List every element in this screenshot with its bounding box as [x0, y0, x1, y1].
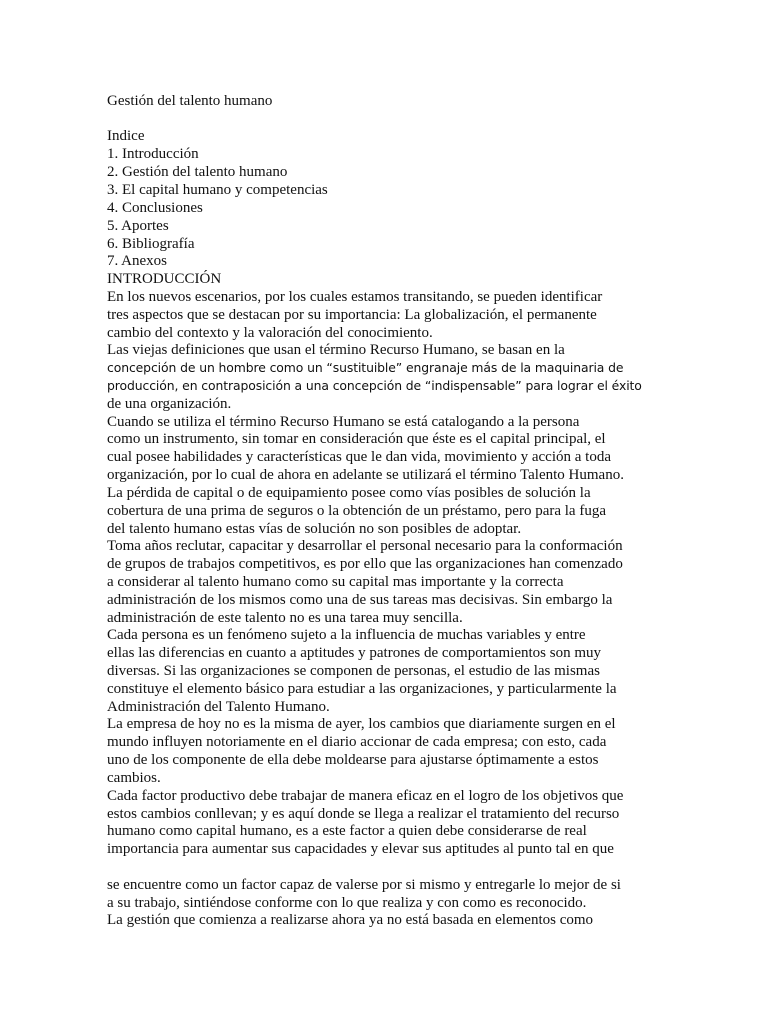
body-line: se encuentre como un factor capaz de valerse por si mismo y entregarle lo mejor de si	[107, 877, 621, 893]
index-heading: Indice	[107, 128, 145, 144]
index-item: 2. Gestión del talento humano	[107, 164, 288, 180]
body-line: ellas las diferencias en cuanto a aptitudes y patrones de comportamientos son muy	[107, 645, 602, 661]
body-line: tres aspectos que se destacan por su importancia: La globalización, el permanente	[107, 307, 597, 323]
body-line: cambios.	[107, 770, 161, 786]
body-line: a su trabajo, sintiéndose conforme con lo que realiza y con como es reconocido.	[107, 895, 587, 911]
body-line: uno de los componente de ella debe moldearse para ajustarse óptimamente a estos	[107, 752, 599, 768]
body-line: diversas. Si las organizaciones se componen de personas, el estudio de las mismas	[107, 663, 600, 679]
body-line: producción, en contraposición a una concepción de “indispensable” para lograr el éxito	[107, 378, 642, 393]
index-item: 4. Conclusiones	[107, 200, 203, 216]
index-item: 1. Introducción	[107, 146, 199, 162]
index-item: 7. Anexos	[107, 253, 167, 269]
index-item: 6. Bibliografía	[107, 236, 195, 252]
body-line: Las viejas definiciones que usan el término Recurso Humano, se basan en la	[107, 342, 565, 358]
body-line: cobertura de una prima de seguros o la obtención de un préstamo, pero para la fuga	[107, 503, 606, 519]
body-line: constituye el elemento básico para estudiar a las organizaciones, y particularmente la	[107, 681, 617, 697]
body-line: importancia para aumentar sus capacidades y elevar sus aptitudes al punto tal en que	[107, 841, 614, 857]
body-line: La pérdida de capital o de equipamiento posee como vías posibles de solución la	[107, 485, 591, 501]
body-line: Administración del Talento Humano.	[107, 699, 330, 715]
body-line: cual posee habilidades y características que le dan vida, movimiento y acción a toda	[107, 449, 611, 465]
body-line: a considerar al talento humano como su capital mas importante y la correcta	[107, 574, 564, 590]
body-line: de grupos de trabajos competitivos, es por ello que las organizaciones han comenzado	[107, 556, 623, 572]
body-line: administración de este talento no es una tarea muy sencilla.	[107, 610, 463, 626]
body-line: En los nuevos escenarios, por los cuales estamos transitando, se pueden identificar	[107, 289, 603, 305]
body-line: mundo influyen notoriamente en el diario accionar de cada empresa; con esto, cada	[107, 734, 607, 750]
body-line: estos cambios conllevan; y es aquí donde se llega a realizar el tratamiento del recurso	[107, 806, 620, 822]
body-line: La gestión que comienza a realizarse ahora ya no está basada en elementos como	[107, 912, 594, 928]
body-line: del talento humano estas vías de solución no son posibles de adoptar.	[107, 521, 522, 537]
body-line: humano como capital humano, es a este factor a quien debe considerarse de real	[107, 823, 587, 839]
section-heading: INTRODUCCIÓN	[107, 271, 222, 287]
body-line: de una organización.	[107, 396, 232, 412]
body-line: organización, por lo cual de ahora en adelante se utilizará el término Talento Humano.	[107, 467, 624, 483]
body-line: Cuando se utiliza el término Recurso Humano se está catalogando a la persona	[107, 414, 580, 430]
body-line: administración de los mismos como una de sus tareas mas decisivas. Sin embargo la	[107, 592, 613, 608]
body-line: La empresa de hoy no es la misma de ayer, los cambios que diariamente surgen en el	[107, 716, 616, 732]
index-item: 5. Aportes	[107, 218, 169, 234]
body-line: concepción de un hombre como un “sustituible” engranaje más de la maquinaria de	[107, 360, 624, 375]
index-item: 3. El capital humano y competencias	[107, 182, 328, 198]
document-title: Gestión del talento humano	[107, 93, 273, 109]
body-line: Cada persona es un fenómeno sujeto a la influencia de muchas variables y entre	[107, 627, 586, 643]
body-line: Cada factor productivo debe trabajar de manera eficaz en el logro de los objetivos que	[107, 788, 624, 804]
body-line: como un instrumento, sin tomar en consideración que éste es el capital principal, el	[107, 431, 606, 447]
body-line: cambio del contexto y la valoración del conocimiento.	[107, 325, 433, 341]
body-line: Toma años reclutar, capacitar y desarrollar el personal necesario para la conformación	[107, 538, 623, 554]
